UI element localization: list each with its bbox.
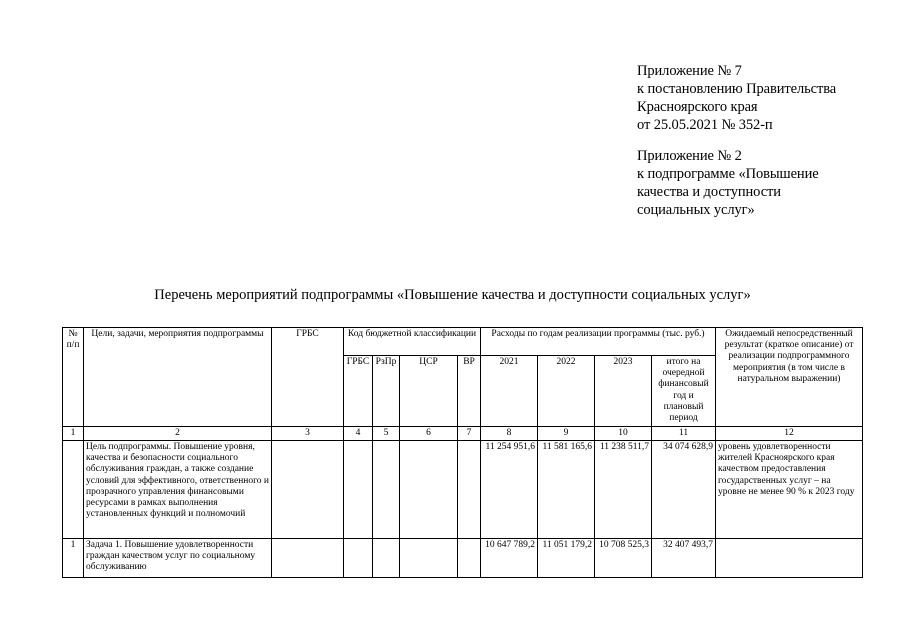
col-number: 3 xyxy=(272,427,344,441)
col-number: 4 xyxy=(344,427,373,441)
row-csr xyxy=(400,441,458,539)
row-result xyxy=(716,539,863,578)
header-sub-csr: ЦСР xyxy=(400,356,458,427)
header-sub-rzpr: РзПр xyxy=(373,356,400,427)
row-total: 34 074 628,9 xyxy=(652,441,716,539)
document-title: Перечень мероприятий подпрограммы «Повышение качества и доступности социальных услуг» xyxy=(154,287,751,303)
row-2021: 11 254 951,6 xyxy=(481,441,538,539)
appendix-2-line4: социальных услуг» xyxy=(637,202,755,218)
appendix-2-line3: качества и доступности xyxy=(637,184,781,200)
header-num: № п/п xyxy=(63,328,84,427)
header-total: итого на очередной финансовый год и плановый период xyxy=(652,356,716,427)
col-number: 6 xyxy=(400,427,458,441)
col-number: 2 xyxy=(84,427,272,441)
row-2022: 11 581 165,6 xyxy=(538,441,595,539)
appendix-7-line4: от 25.05.2021 № 352-п xyxy=(637,117,773,133)
header-grbs: ГРБС xyxy=(272,328,344,427)
col-number: 12 xyxy=(716,427,863,441)
col-number: 7 xyxy=(458,427,481,441)
activities-table xyxy=(62,327,863,578)
table-row xyxy=(63,441,863,539)
appendix-2-line1: Приложение № 2 xyxy=(637,148,742,164)
row-vr xyxy=(458,539,481,578)
row-num: 1 xyxy=(63,539,84,578)
appendix-7-line1: Приложение № 7 xyxy=(637,63,742,79)
row-2023: 11 238 511,7 xyxy=(595,441,652,539)
header-sub-grbs: ГРБС xyxy=(344,356,373,427)
appendix-7-line3: Красноярского края xyxy=(637,99,758,115)
row-vr xyxy=(458,441,481,539)
header-year-2023: 2023 xyxy=(595,356,652,427)
header-year-2021: 2021 xyxy=(481,356,538,427)
table-row xyxy=(63,539,863,578)
appendix-2-block xyxy=(637,147,819,219)
col-number: 9 xyxy=(538,427,595,441)
col-number: 11 xyxy=(652,427,716,441)
header-sub-vr: ВР xyxy=(458,356,481,427)
row-text: Цель подпрограммы. Повышение уровня, качества и безопасности социального обслуживания граждан, а также создание условий для эффективного, ответственного и прозрачного управления финансовыми ресурсами в рамках выполнения установленных функций и полномочий xyxy=(84,441,272,539)
appendix-7-block xyxy=(637,62,836,134)
row-sub-grbs xyxy=(344,441,373,539)
row-total: 32 407 493,7 xyxy=(652,539,716,578)
row-text: Задача 1. Повышение удовлетворенности граждан качеством услуг по социальному обслуживанию xyxy=(84,539,272,578)
row-grbs xyxy=(272,441,344,539)
header-expenses: Расходы по годам реализации программы (тыс. руб.) xyxy=(481,328,716,356)
row-2023: 10 708 525,3 xyxy=(595,539,652,578)
row-grbs xyxy=(272,539,344,578)
header-budget-code: Код бюджетной классификации xyxy=(344,328,481,356)
column-numbers-row xyxy=(63,427,863,441)
appendix-2-line2: к подпрограмме «Повышение xyxy=(637,166,819,182)
row-result: уровень удовлетворенности жителей Красноярского края качеством предоставления государственных услуг – на уровне не менее 90 % к 2023 году xyxy=(716,441,863,539)
row-2022: 11 051 179,2 xyxy=(538,539,595,578)
row-rzpr xyxy=(373,539,400,578)
header-result: Ожидаемый непосредственный результат (краткое описание) от реализации подпрограммного мероприятия (в том числе в натуральном выражении) xyxy=(716,328,863,427)
appendix-7-line2: к постановлению Правительства xyxy=(637,81,837,97)
col-number: 1 xyxy=(63,427,84,441)
header-goals: Цели, задачи, мероприятия подпрограммы xyxy=(84,328,272,427)
row-num xyxy=(63,441,84,539)
col-number: 10 xyxy=(595,427,652,441)
header-year-2022: 2022 xyxy=(538,356,595,427)
col-number: 5 xyxy=(373,427,400,441)
col-number: 8 xyxy=(481,427,538,441)
row-rzpr xyxy=(373,441,400,539)
row-csr xyxy=(400,539,458,578)
row-sub-grbs xyxy=(344,539,373,578)
row-2021: 10 647 789,2 xyxy=(481,539,538,578)
